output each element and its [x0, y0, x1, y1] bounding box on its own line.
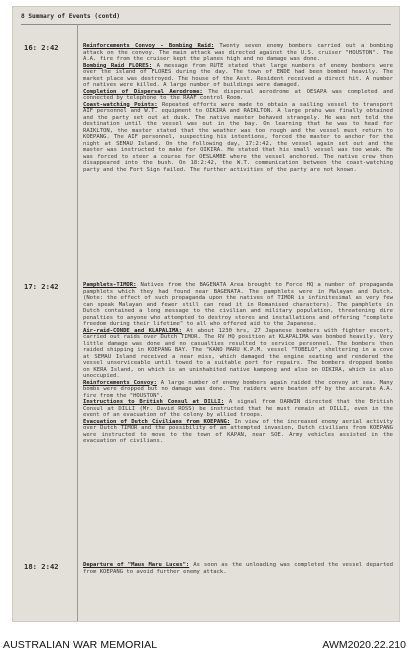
paragraph-heading: Pamphlets-TIMOR:	[83, 282, 137, 288]
date-column-rule	[77, 24, 78, 621]
paragraph-heading: Reinforcements Convoy:	[83, 379, 157, 386]
paragraph	[83, 63, 393, 89]
entry-date: 17: 2:42	[24, 282, 59, 291]
document-sheet	[12, 6, 400, 622]
paragraph-heading: Air-raid-CONDE and KLAPALIMA:	[83, 327, 182, 334]
archive-reference: AWM2020.22.210	[322, 639, 406, 651]
entry-date: 16: 2:42	[24, 43, 59, 52]
paragraph-heading: Completion of Dispersal Aerodrome:	[83, 88, 203, 95]
entry-body	[83, 43, 393, 173]
entry-date: 18: 2:42	[24, 562, 59, 571]
paragraph-text: In view of the increased enemy aerial activity over Dutch TIMOR and the possibility of an attempted invasion, Dutch civilians from KOEPANG were instructed to move to the town of KAPAN, near SOE. Army vehicles assisted in the evacuation of civilians.	[83, 418, 394, 444]
paragraph-text: A message from RUTE stated that large numbers of enemy bombers were over the island of FLORES during the day. The town of ENDE had been bombed heavily. The market place was destroyed. The house of the Asst. Resident received a direct hit. A number of natives were killed. A large number of buildings were damaged.	[83, 62, 393, 88]
paragraph	[83, 380, 393, 400]
paragraph-text: A large number of enemy bombers again raided the convoy at sea. Many bombs were dropped but no damage was done. The raiders were beaten off by the accurate A.A. fire from the "HOUSTON".	[83, 379, 393, 399]
paragraph	[83, 328, 393, 380]
institution-credit: AUSTRALIAN WAR MEMORIAL	[3, 639, 158, 651]
paragraph	[83, 399, 393, 419]
paragraph	[83, 89, 393, 102]
paragraph-heading: Departure of "Maus Maru Luces":	[83, 562, 190, 568]
archive-footer	[0, 626, 409, 653]
paragraph-text: As soon as the unloading was completed the vessel departed from KOEPANG to avoid further enemy attack.	[83, 562, 393, 575]
paragraph-text: The dispersal aerodrome at OESAPA was completed and connected by telephone to the RAAF control Room.	[83, 88, 393, 101]
document-header: 8 Summary of Events (contd)	[21, 13, 121, 20]
paragraph	[83, 43, 393, 63]
paragraph-text: Natives from the BAGENATA Area brought to Force HQ a number of propaganda pamphlets which they had found near BAGENATA. The pamphlets were in Malayan and Dutch. (Note: the effect of such propaganda upon the natives of TIMOR is infinitesimal as very few can speak Malayan and fewer still can read it in Romanised characters). The pamphlets in Dutch contained a long message to the civilian and military population, threatening dire penalties to anyone who attempted to destroy stores and installations and offering "complete freedom during their lifetime" to all who offered aid to the Japanese.	[83, 282, 393, 327]
paragraph	[83, 282, 393, 328]
paragraph-heading: Bombing Raid FLORES:	[83, 62, 153, 69]
paragraph	[83, 562, 393, 575]
paragraph	[83, 102, 393, 174]
paragraph-heading: Reinforcements Convoy - Bombing Raid:	[83, 43, 215, 49]
paragraph-text: At about 1230 hrs, 27 Japanese bombers with fighter escort, carried out raids over Dutch TIMOR. The RV HQ position at KLAPALIMA was bombed heavily. Very little damage was done and no casualties resulted to service personnel. The bombers then raided shipping in KOEPANG BAY. The "KANO MARU K.P.M. vessel "TOBELO", sheltering in a cove at SEMAU Island received a near miss, which damaged the engine seating and rendered the vessel unserviceable until towed to a suitable port for repairs. The bombers dropped bombs on KERA Island, on which is an uninhabited native kampong and also on OIKIRA, which is also unoccupied.	[83, 327, 393, 379]
paragraph-heading: Instructions to British Consul at DILLI:	[83, 399, 225, 405]
paragraph-heading: Evacuation of Dutch Civilians from KOEPANG:	[83, 418, 231, 425]
paragraph-text: Repeated efforts were made to obtain a sailing vessel to transport AIF personnel and W.T. equipment to OIKIRA and RAIKLTON. A large prahu was finally obtained and the party set out at dusk. The native master behaved strangely. He was not told the destination until the vessel was out in the bay. On learning that he was to head for RAIKLTON, the master stated that the weather was too rough and the vessel must return to KOEPANG. The AIF personnel, suspecting his intentions, forced the master to anchor for the night at SEMAU Island. On the following day, 17:2:42, the vessel again set out and the master was instructed to make for OIKIRA. He stated that his small vessel was too weak. He was forced to steer a course for OESLAMBE where the vessel anchored. The native crew then disappeared into the bush. On 18:2:42, the W.T. communication between the coast-watching party and the Fort Sign failed. The further activities of the party are not known.	[83, 101, 393, 173]
paragraph-text: Twenty seven enemy bombers carried out a bombing attack on the convoy. The main attack was directed against the U.S. cruiser "HOUSTON". The A.A. fire from the cruiser kept the planes high and no damage was done.	[83, 43, 394, 62]
entry-body	[83, 562, 393, 575]
paragraph-text: A signal from DARWIN directed that the British Consul at DILLI (Mr. David ROSS) be instructed that he must remain at DILLI, even in the event of an evacuation of the colony by allied troops.	[83, 399, 393, 418]
entry-body	[83, 282, 393, 445]
paragraph-heading: Coast-watching Points:	[83, 101, 158, 108]
paragraph	[83, 419, 393, 445]
